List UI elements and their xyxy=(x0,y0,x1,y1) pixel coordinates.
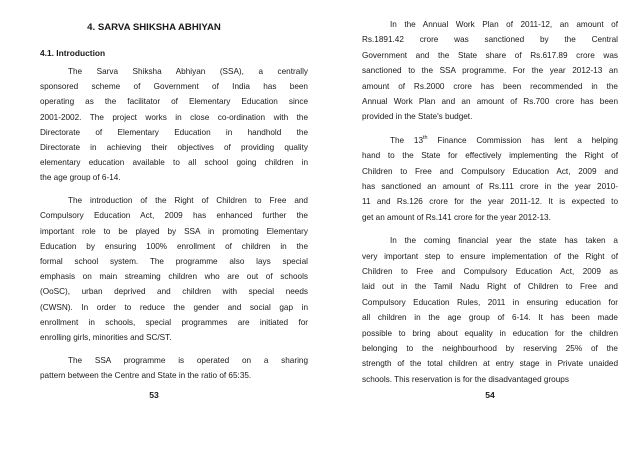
text-line: Government and the State share of Rs.617.89 crore was xyxy=(362,50,618,60)
text-line: formal school system. The programme also lays special xyxy=(40,256,308,266)
text-line: emphasis on main streaming children who are out of schools xyxy=(40,272,308,282)
chapter-title: 4. SARVA SHIKSHA ABHIYAN xyxy=(87,22,221,33)
right-page xyxy=(319,0,631,452)
left-page xyxy=(0,0,312,452)
text-line: enrolling girls, minorities and SC/ST. xyxy=(40,332,172,342)
text-line: The SSA programme is operated on a sharing xyxy=(68,355,308,365)
text-line: belonging to the neighbourhood by reserving 25% of the xyxy=(362,344,618,353)
text-line: Children to Free and Compulsory Education Act, 2009 as xyxy=(362,267,618,276)
text-line: pattern between the Centre and State in the ratio of 65:35. xyxy=(40,370,252,380)
text-line: elementary education available to all school going children in xyxy=(40,158,308,168)
text-line: (OoSC), urban deprived and children with special needs xyxy=(40,287,308,297)
text-line: Compulsory Education Act, 2009 has enhanced further the xyxy=(40,211,308,221)
text-line: In the coming financial year the state has taken a xyxy=(390,236,618,246)
text-line: Compulsory Education Rules, 2011 in ensuring education for xyxy=(362,297,618,307)
text-line: Annual Work Plan and an amount of Rs.700 crore has been xyxy=(362,97,618,106)
page-number: 54 xyxy=(485,390,495,400)
text-line: Rs.1891.42 crore was sanctioned by the Central xyxy=(362,35,618,45)
text-line: laid out in the Tamil Nadu Right of Children to Free and xyxy=(362,282,618,292)
text-line: sponsored scheme of Government of India has been xyxy=(40,82,308,92)
page-number: 53 xyxy=(149,390,159,400)
text-line: the age group of 6-14. xyxy=(40,173,121,183)
text-line: Directorate of Elementary Education in handhold the xyxy=(40,127,308,137)
superscript: th xyxy=(423,134,428,141)
text-line: sanctioned to the SSA programme. For the year 2012-13 an xyxy=(362,66,618,76)
text-line: (CWSN). In order to reduce the gender and social gap in xyxy=(40,302,308,312)
text-line: 11 and Rs.126 crore for the year 2011-12. It is expected to xyxy=(362,197,618,207)
text-line: 2001-2002. The project works in close co-ordination with the xyxy=(40,112,308,122)
text-line: In the Annual Work Plan of 2011-12, an amount of xyxy=(390,20,618,29)
text-line: important role to be played by SSA in promoting Elementary xyxy=(40,226,308,236)
text-line: enrollment in schools, special programmes are initiated for xyxy=(40,317,308,327)
text-line: Directorate in achieving their objectives of providing quality xyxy=(40,143,308,152)
text-fragment: Finance Commission has lent a helping xyxy=(427,135,618,145)
text-line: hand to the State for effectively implementing the Right of xyxy=(362,151,618,161)
section-heading: 4.1. Introduction xyxy=(40,48,106,58)
text-line: very important step to ensure implementation of the Right of xyxy=(362,251,618,261)
text-line: amount of Rs.2000 crore has been recommended in the xyxy=(362,81,618,91)
text-line: Children to Free and Compulsory Education Act, 2009 and xyxy=(362,166,618,176)
text-line: possible to bring about equality in education for the children xyxy=(362,328,618,338)
text-line: get an amount of Rs.141 crore for the year 2012-13. xyxy=(362,212,551,222)
text-line: The introduction of the Right of Children to Free and xyxy=(68,196,308,206)
text-fragment: The 13 xyxy=(390,135,424,145)
text-line: Education by ensuring 100% enrollment of children in the xyxy=(40,241,308,251)
text-line: The Sarva Shiksha Abhiyan (SSA), a centrally xyxy=(68,67,308,76)
text-line: strength of the total children at entry stage in Private unaided xyxy=(362,359,618,369)
text-line: schools. This reservation is for the disadvantaged groups xyxy=(362,374,569,384)
text-line: operating as the facilitator of Elementary Education since xyxy=(40,97,308,107)
text-line xyxy=(362,135,618,147)
text-line: provided in the State's budget. xyxy=(362,112,473,122)
text-line: all children in the age group of 6-14. It has been made xyxy=(362,313,618,323)
text-line: has sanctioned an amount of Rs.111 crore in the year 2010- xyxy=(362,182,618,191)
